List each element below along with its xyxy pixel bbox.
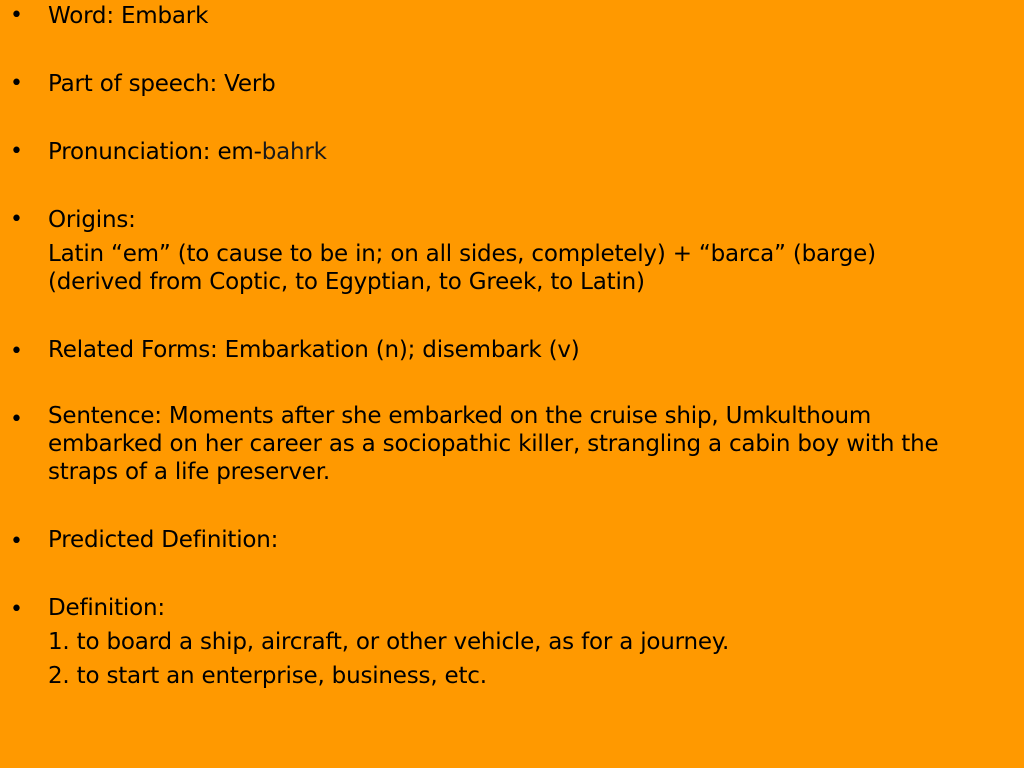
bullet-marker: • — [10, 3, 23, 28]
related-forms-line: Related Forms: Embarkation (n); disembark (v) — [48, 337, 580, 363]
origins-text: Latin “em” (to cause to be in; on all sides, completely) + “barca” (barge) (derived from Coptic, to Egyptian, to Greek, to Latin) — [48, 241, 876, 295]
pronunciation-line — [48, 138, 968, 166]
sentence-text: Sentence: Moments after she embarked on the cruise ship, Umkulthoum embarked on her career as a sociopathic killer, strangling a cabin boy with the straps of a life preserver. — [48, 403, 939, 485]
bullet-marker: • — [10, 339, 23, 364]
bullet-marker: • — [10, 597, 23, 622]
bullet-marker: • — [10, 407, 23, 432]
word-line: Word: Embark — [48, 3, 209, 29]
definition-item-2: 2. to start an enterprise, business, etc. — [48, 663, 487, 689]
pronunciation-prefix: Pronunciation: em- — [48, 139, 262, 165]
definition-label: Definition: — [48, 595, 165, 621]
definition-item-1: 1. to board a ship, aircraft, or other vehicle, as for a journey. — [48, 629, 730, 655]
bullet-marker: • — [10, 71, 23, 96]
pronunciation-suffix: bahrk — [261, 139, 327, 165]
predicted-definition-line: Predicted Definition: — [48, 527, 279, 553]
bullet-marker: • — [10, 139, 23, 164]
bullet-marker: • — [10, 529, 23, 554]
origins-label: Origins: — [48, 207, 136, 233]
bullet-marker: • — [10, 207, 23, 232]
part-of-speech-line: Part of speech: Verb — [48, 71, 276, 97]
